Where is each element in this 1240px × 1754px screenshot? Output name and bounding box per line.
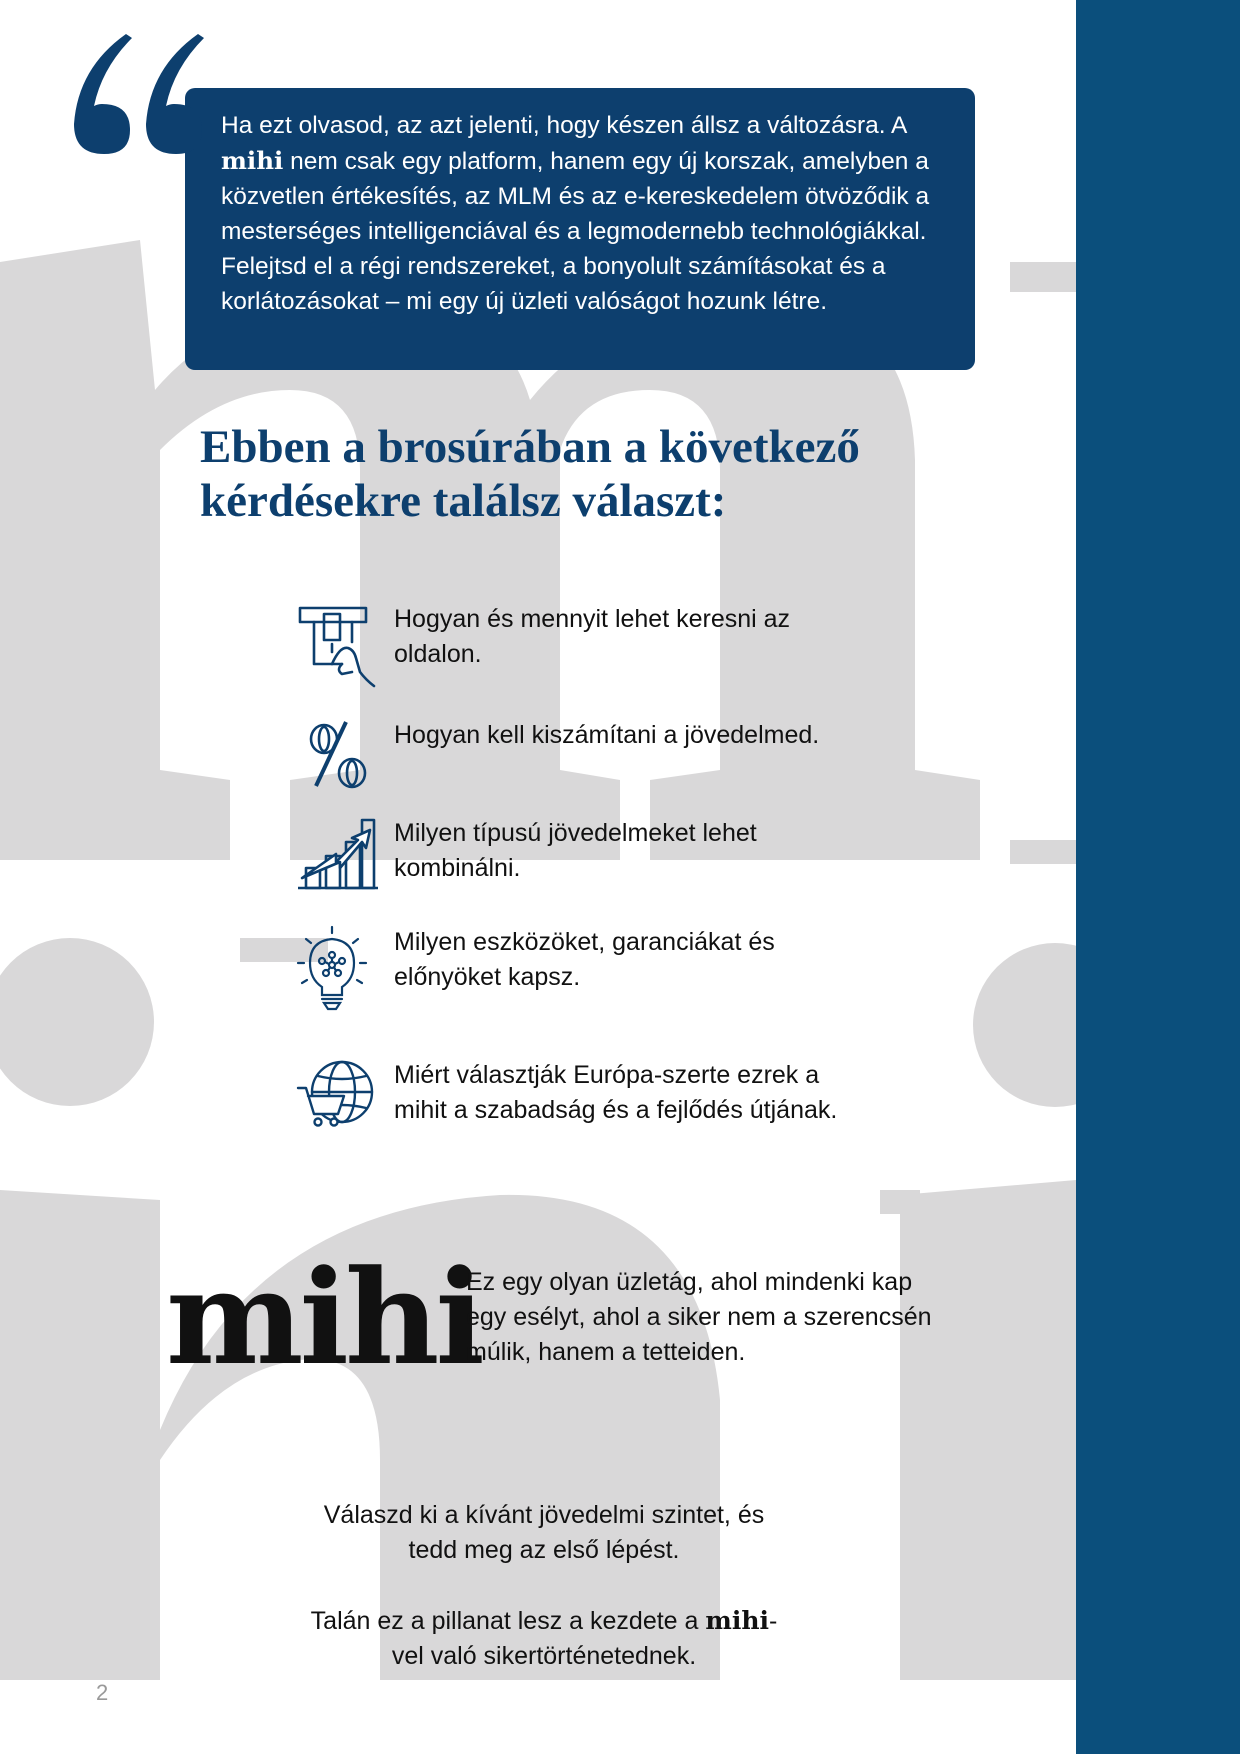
lightbulb-network-icon — [296, 925, 380, 1015]
side-color-bar — [1076, 0, 1240, 1754]
atm-card-hand-icon — [296, 602, 380, 692]
item-text: Hogyan kell kiszámítani a jövedelmed. — [394, 721, 820, 749]
cta-line-2: Talán ez a pillanat lesz a kezdete a mihi-vel való sikertörténetednek. — [310, 1606, 778, 1670]
intro-quote-text: Ha ezt olvasod, az azt jelenti, hogy készen állsz a változásra. A mihi nem csak egy platform, hanem egy új korszak, amelyben a közvetlen értékesítés, az MLM és az e-kereskedelem ötvöződik a mesterséges intelligenciával és a legmodernebb technológiákkal. Felejtsd el a régi rendszereket, a bonyolult számításokat és a korlátozásokat – mi egy új üzleti valóságot hozunk létre. — [221, 112, 930, 315]
quote-marks-icon — [68, 28, 216, 158]
cta-line-1: Válaszd ki a kívánt jövedelmi szintet, és tedd meg az első lépést. — [323, 1501, 765, 1564]
call-to-action — [296, 1498, 792, 1674]
section-heading: Ebben a brosúrában a következő kérdésekre találsz választ: — [200, 421, 860, 527]
brand-wordmark: mihi — [166, 1241, 481, 1394]
brand-logo — [166, 1241, 481, 1394]
item-text: Milyen típusú jövedelmeket lehet kombinálni. — [394, 819, 757, 882]
globe-cart-icon — [296, 1058, 380, 1148]
intro-quote-box — [185, 88, 975, 370]
item-text: Miért választják Európa-szerte ezrek a mihit a szabadság és a fejlődés útjának. — [394, 1061, 838, 1124]
brand-name-inline: mihi — [705, 1606, 769, 1635]
brand-description: Ez egy olyan üzletág, ahol mindenki kap egy esélyt, ahol a siker nem a szerencsén múlik, hanem a tetteiden. — [466, 1268, 932, 1366]
percent-icon — [296, 718, 380, 808]
brand-name-inline: mihi — [221, 146, 284, 175]
item-text: Hogyan és mennyit lehet keresni az oldalon. — [394, 605, 791, 668]
growth-chart-icon — [296, 816, 380, 906]
page-number: 2 — [96, 1680, 109, 1705]
item-text: Milyen eszközöket, garanciákat és előnyöket kapsz. — [394, 928, 775, 991]
